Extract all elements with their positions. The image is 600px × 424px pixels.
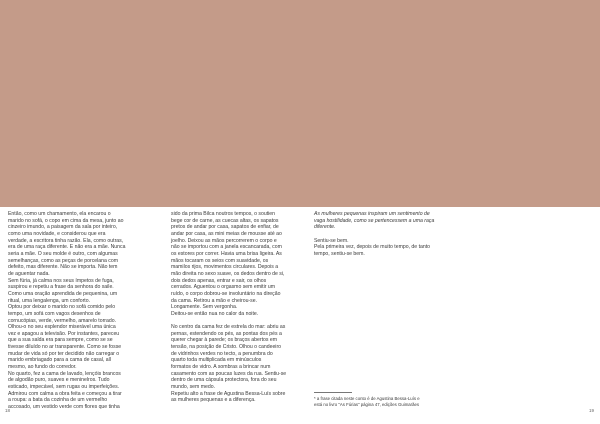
page-number-left: 18 xyxy=(5,408,11,413)
body-text-column-1: Então, como um chamamento, ela encarou o marido no sofá, o copo em cima da mesa, junto ao cinzeiro imundo, a paisagem da sala por inteiro, como uma novidade, e considerou que era verdade, a escritora tinha razão. Ela, como outras, era de uma raça diferente. E não era a mãe. Nunca seria a mãe. O seu molde é outro, com algumas semelhanças, como as peças de porcelana com defeito, mas diferente. Não se importa. Não tem de aguentar nada. Sem fúria, já calma nos seus ímpetos de fuga, suspirou e repetiu a frase da senhora do xaile. Como uma oração aprendida de pequenina, um ritual, uma lengalenga, um conforto. Optou por deixar o marido no sofá comido pelo tempo, um sofá com vagos desenhos de cornucópias, verde, vermelho, amarelo torrado. Olhou-o no seu esplendor miserável uma única vez e apagou a televisão. Por instantes, pareceu que a sua salda era para sempre, como se se tivesse diluído no ar transparente. Como se fosse mudar de vida só por ter decidido não carregar o marido embriagado para a cama de casal, all mesmo, ao fundo do corredor. No quarto, fez a cama de lavado, lençóis brancos de algodão puro, suaves e meninelros. Tudo esticado, impecável, sem rugas ou imperfeições. Admirou com calma a obra feita e começou a tirar a roupa: a bata da cozinha de um vermelho accosado, um vestido verde com flores que tinha xyxy=(8,211,126,411)
text-column-right xyxy=(314,211,439,258)
body-text-column-2a: sido da prima Bilca noutros tempos, o soutien bege cor de carne, as cuecas altas, os sapatos pretos de andar por casa, sapatos de enfiar, de andar por casa, as mini meias de mousse até ao joelho. Deixou as mãos percorrerem o corpo e não se importou com a janela escancarada, com os estores por correr. Havia uma brisa ligeira. As mãos tocaram os seios com suavidade, os mamilos rijos, movimentos circulares. Depois a mão direita no sexo suave, os dedos dentro de si, dois dedos apenas, entrar e sair, os olhos cerrados. Aguentou o orgasmo sem emitir um ruído, o corpo dobrou-se involuntário na direção da cama. Retirou a mão e cheirou-se. Longamente. Sem vergonha. Deitou-se então nua no calor da noite. xyxy=(171,211,285,317)
body-text-column-2b: No centro da cama fez de estrela do mar: abriu as pernas, estendendo os pés, as pontas dos pés a querer chegar à parede; os braços abertos em tensão, na posição de Cristo. Olhou o candeeiro de vidrinhos verdes no tecto, a penumbra do quarto toda multiplicada em minúsculos formatos de vidro. A sombras a brincar num casamento com as poucas luzes da rua. Sentiu-se dentro de uma cápsula protectora, fora do seu mundo, sem medo. Repetiu alto a frase de Agustina Bessa-Luís sobre as mulheres pequenas e a diferença. xyxy=(171,324,287,404)
text-column-middle xyxy=(171,211,311,404)
text-column-left xyxy=(8,211,161,411)
footnote: * a frase citada neste conto é de Agustina Bessa-Luís e está no livro "As Fúrias" página 47, edições Guimarães xyxy=(314,396,420,407)
quotation: As mulheres pequenas inspiram um sentimento de vaga hostilidade, como se pertencessem a uma raça diferente. xyxy=(314,211,435,231)
page-number-right: 19 xyxy=(588,408,594,413)
body-text-column-3: Sentiu-se bem. Pela primeira vez, depois de muito tempo, de tanto tempo, sentiu-se bem. xyxy=(314,237,431,257)
footnote-rule xyxy=(314,392,352,393)
color-band-header xyxy=(0,0,600,207)
